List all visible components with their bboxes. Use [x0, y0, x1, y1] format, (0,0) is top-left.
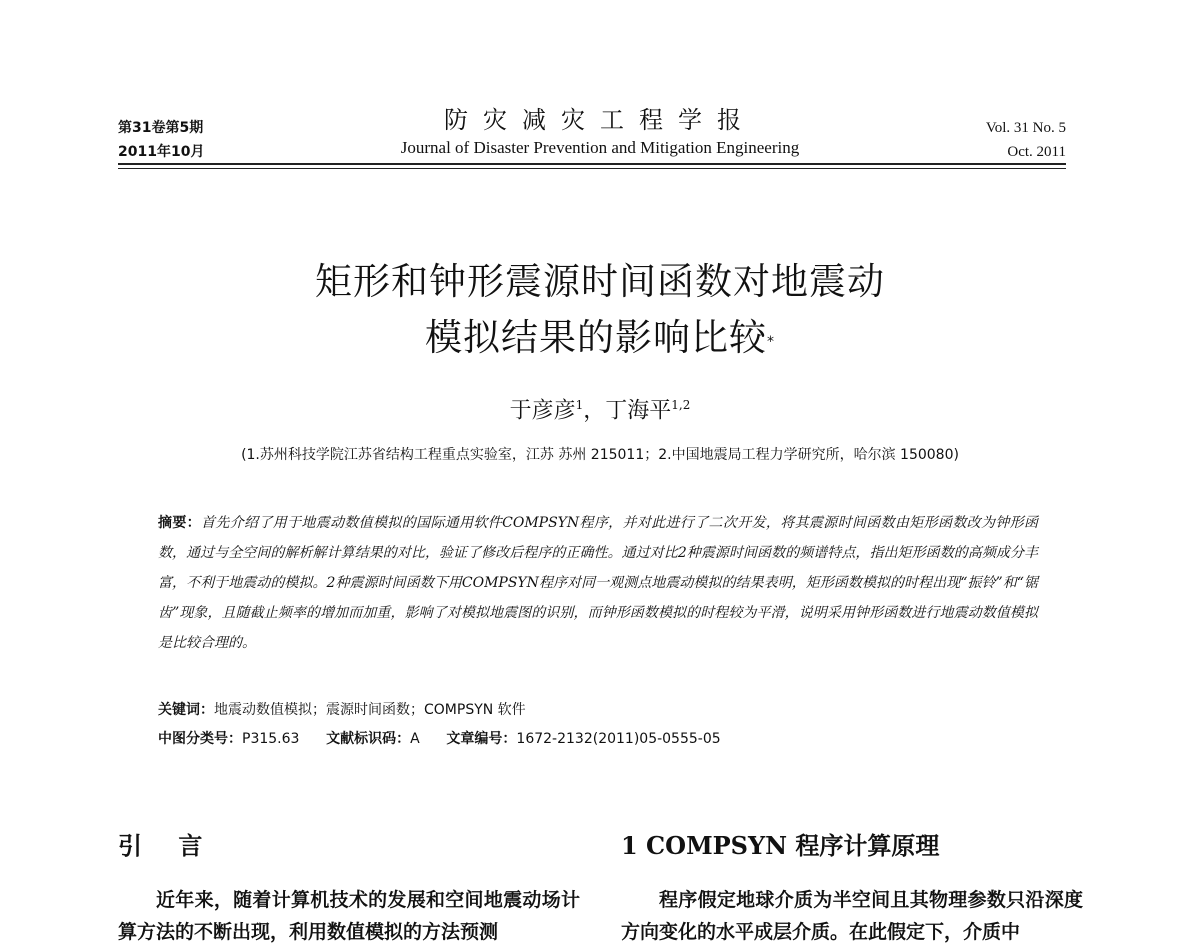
section-heading-1: 1 COMPSYN 程序计算原理	[621, 831, 940, 860]
abstract-label: 摘要：	[158, 515, 202, 531]
section-1-paragraph: 程序假定地球介质为半空间且其物理参数只沿深度方向变化的水平成层介质。在此假定下，介质中	[621, 889, 1083, 943]
author-separator: ，	[583, 398, 606, 424]
journal-title-cn: 防灾减灾工程学报	[444, 106, 756, 134]
journal-title-en: Journal of Disaster Prevention and Mitigation Engineering	[400, 138, 800, 157]
section-heading-intro: 引 言	[118, 832, 217, 860]
keywords-label: 关键词：	[158, 702, 214, 718]
article-number-label: 文章编号：	[446, 731, 517, 747]
clc-value: P315.63	[242, 731, 300, 747]
author-1: 于彦彦	[509, 398, 576, 424]
keywords	[158, 698, 526, 722]
doc-code-value: A	[410, 731, 420, 747]
author-2: 丁海平	[605, 398, 672, 424]
classification-line	[158, 727, 721, 751]
header-rule-thin	[118, 168, 1066, 169]
author-1-affil: 1	[575, 398, 584, 412]
date-cn: 2011年10月	[118, 144, 205, 160]
title-line-1: 矩形和钟形震源时间函数对地震动	[315, 260, 885, 303]
clc-label: 中图分类号：	[158, 731, 242, 747]
volume-en: Vol. 31 No. 5	[985, 120, 1066, 136]
intro-paragraph: 近年来，随着计算机技术的发展和空间地震动场计算方法的不断出现，利用数值模拟的方法预测	[118, 889, 580, 943]
keywords-text: 地震动数值模拟；震源时间函数；COMPSYN 软件	[214, 702, 526, 718]
abstract-text: 首先介绍了用于地震动数值模拟的国际通用软件COMPSYN程序，并对此进行了二次开发，将其震源时间函数由矩形函数改为钟形函数，通过与全空间的解析解计算结果的对比，验证了修改后程序的正确性。通过对比2种震源时间函数的频谱特点，指出矩形函数的高频成分丰富，不利于地震动的模拟。2种震源时间函数下用COMPSYN程序对同一观测点地震动模拟的结果表明，矩形函数模拟的时程出现“振铃”和“锯齿”现象，且随截止频率的增加而加重，影响了对模拟地震图的识别，而钟形函数模拟的时程较为平滑，说明采用钟形函数进行地震动数值模拟是比较合理的。	[158, 515, 1039, 651]
header-rule-thick	[118, 163, 1066, 165]
authors	[0, 390, 1200, 426]
title-line-2-text: 模拟结果的影响比较	[425, 316, 767, 359]
affiliation: (1.苏州科技学院江苏省结构工程重点实验室，江苏 苏州 215011；2.中国地震局工程力学研究所，哈尔滨 150080)	[241, 447, 959, 463]
doc-code-label: 文献标识码：	[326, 731, 411, 747]
header-right	[986, 116, 1066, 164]
article-number-value: 1672-2132(2011)05-0555-05	[516, 731, 721, 747]
author-2-affil: 1,2	[671, 398, 691, 412]
title-footnote-marker: *	[767, 334, 775, 350]
abstract	[158, 508, 1038, 658]
paper-title	[0, 254, 1200, 366]
title-line-2	[0, 310, 1200, 366]
volume-cn: 第31卷第5期	[118, 120, 204, 136]
date-en: Oct. 2011	[1007, 144, 1066, 160]
